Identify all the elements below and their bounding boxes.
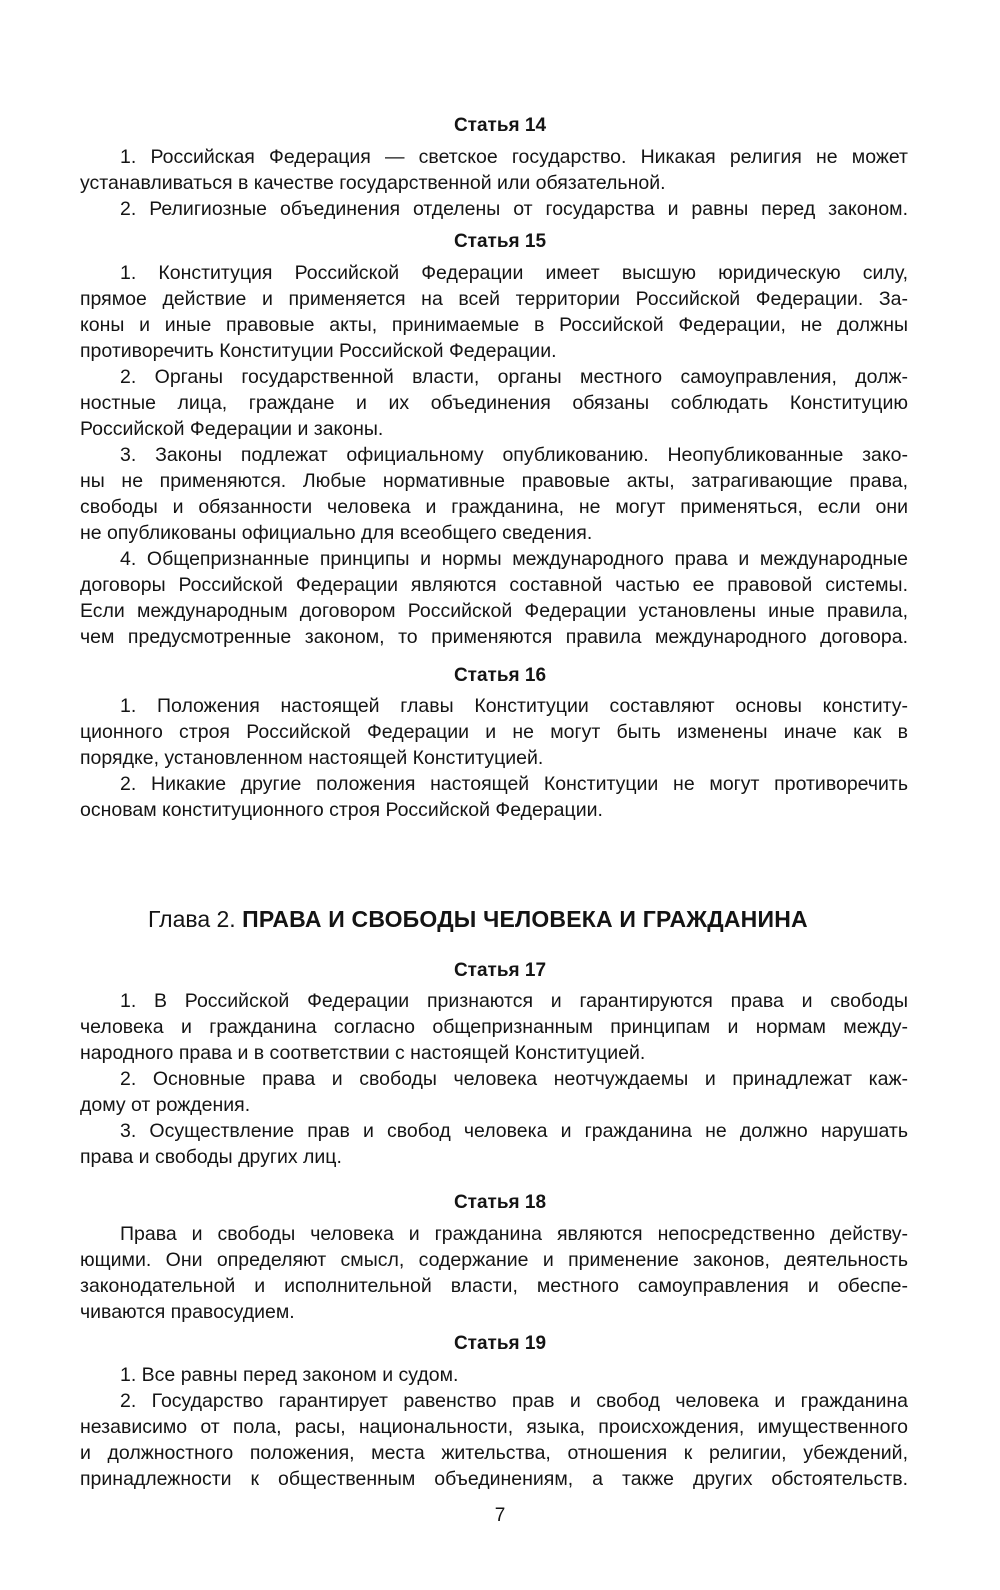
chapter-label: Глава 2. bbox=[148, 906, 236, 932]
article-17-heading: Статья 17 bbox=[453, 960, 547, 981]
article-15-heading: Статья 15 bbox=[453, 231, 547, 252]
page-number: 7 bbox=[494, 1505, 506, 1526]
chapter-name: ПРАВА И СВОБОДЫ ЧЕЛОВЕКА И ГРАЖДАНИНА bbox=[242, 906, 808, 932]
document-page: Статья 14 1. Российская Федерация — светское государство. Никакая религия не может устанавливаться в качестве государственной или обязательной. 2. Религиозные объединения отделены от государства и равны перед законом. Статья 15 1. Конституция Российской Федерации имеет высшую юридическую силу, прямое действие и применяется на всей территории Российской Федерации. За- коны и иные правовые акты, принимаемые в Российской Федерации, не должны противоречить Конституции Российской Федерации. 2. Органы государственной власти, органы местного самоуправления, долж- ностные лица, граждане и их объединения обязаны соблюдать Конституцию Российской Федерации и законы. 3. Законы подлежат официальному опубликованию. Неопубликованные зако- ны не применяются. Любые нормативные правовые акты, затрагивающие права, свободы и обязанности человека и гражданина, не могут применяться, если они не опубликованы официально для всеобщего сведения. 4. Общепризнанные принципы и нормы международного права и международные договоры Российской Федерации являются составной частью ее правовой системы. Если международным договором Российской Федерации установлены иные правила, чем предусмотренные законом, то применяются правила международного договора. Статья 16 1. Положения настоящей главы Конституции составляют основы конститу- ционного строя Российской Федерации и не могут быть изменены иначе как в порядке, установленном настоящей Конституцией. 2. Никакие другие положения настоящей Конституции не могут противоречить основам конституционного строя Российской Федерации. Глава 2. ПРАВА И СВОБОДЫ ЧЕЛОВЕКА И ГРАЖДАНИНА Статья 17 1. В Российской Федерации признаются и гарантируются права и свободы человека и гражданина согласно общепризнанным принципам и нормам между- народного права и в соответствии с настоящей Конституцией. 2. Основные права и свободы человека неотчуждаемы и принадлежат каж- дому от рождения. 3. Осуществление прав и свобод человека и гражданина не должно нарушать права и свободы других лиц. Статья 18 Права и свободы человека и гражданина являются непосредственно действу- ющими. Они определяют смысл, содержание и применение законов, деятельность законодательной и исполнительной власти, местного самоуправления и обеспе- чиваются правосудием. Статья 19 1. Все равны перед законом и судом. 2. Государство гарантирует равенство прав и свобод человека и гражданина независимо от пола, расы, национальности, языка, происхождения, имущественного и должностного положения, места жительства, отношения к религии, убеждений, принадлежности к общественным объединениям, а также других обстоятельств. 7 bbox=[0, 0, 1000, 1590]
article-18-heading: Статья 18 bbox=[453, 1192, 547, 1213]
article-14-heading: Статья 14 bbox=[453, 115, 547, 136]
article-16-heading: Статья 16 bbox=[453, 665, 547, 686]
chapter-2-title bbox=[148, 904, 808, 934]
article-19-heading: Статья 19 bbox=[453, 1333, 547, 1354]
